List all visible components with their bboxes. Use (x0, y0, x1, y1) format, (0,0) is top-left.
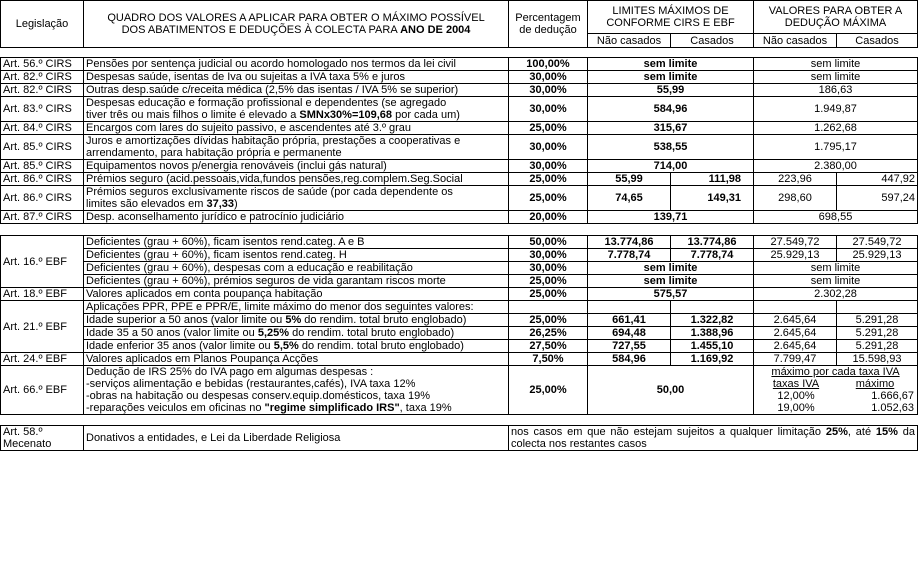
description-cell (84, 186, 509, 211)
value-casados-cell: 27.549,72 (837, 236, 918, 249)
table-row (1, 275, 918, 288)
table-row (1, 211, 918, 224)
spacer-row (1, 415, 918, 426)
legislation-cell: Art. 24.º EBF (1, 353, 84, 366)
limit-nao-casados-cell: 661,41 (588, 314, 671, 327)
limit-nao-casados-cell: 694,48 (588, 327, 671, 340)
legislation-line2: Mecenato (3, 438, 52, 450)
description-cell (84, 340, 509, 353)
spacer (1, 415, 918, 426)
table-row (1, 288, 918, 301)
value-casados-cell: 15.598,93 (837, 353, 918, 366)
description-bold: "regime simplificado IRS" (264, 402, 400, 414)
limit-cell: 315,67 (588, 122, 754, 135)
percentage-cell: 25,00% (509, 173, 588, 186)
header-valores (754, 1, 918, 34)
empty-cell (671, 301, 754, 314)
limit-cell: 538,55 (588, 135, 754, 160)
legislation-cell: Art. 86.º CIRS (1, 186, 84, 211)
mecenato-note (509, 426, 918, 451)
value-cell: 698,55 (754, 211, 918, 224)
description-line1: Prémios seguros exclusivamente riscos de saúde (por cada dependente os (86, 186, 453, 198)
description-text: do rendim. total bruto englobado) (301, 314, 467, 326)
description-text: Idade enferior 35 anos (valor limite ou (86, 340, 274, 352)
description-cell: Despesas saúde, isentas de Iva ou sujeitas a IVA taxa 5% e juros (84, 71, 509, 84)
table-row (1, 366, 918, 415)
table-row (1, 340, 918, 353)
iva-maximo-heading: máximo (855, 378, 895, 390)
description-line2: -serviços alimentação e bebidas (restaurantes,cafés), IVA taxa 12% (86, 378, 416, 390)
percentage-cell: 25,00% (509, 275, 588, 288)
limit-casados-cell: 1.169,92 (671, 353, 754, 366)
header-valores-line1: VALORES PARA OBTER A (768, 5, 903, 17)
value-casados-cell: 25.929,13 (837, 249, 918, 262)
legislation-cell: Art. 85.º CIRS (1, 135, 84, 160)
value-nao-casados-cell: 25.929,13 (754, 249, 837, 262)
value-cell: sem limite (754, 275, 918, 288)
description-cell: Donativos a entidades, e Lei da Liberdade Religiosa (84, 426, 509, 451)
value-nao-casados-cell: 2.645,64 (754, 314, 837, 327)
header-valores-line2: DEDUÇÃO MÁXIMA (784, 17, 887, 29)
limit-cell: sem limite (588, 262, 754, 275)
table-row (1, 71, 918, 84)
description-cell (84, 314, 509, 327)
table-row (1, 173, 918, 186)
description-cell (84, 327, 509, 340)
iva-maximo: 1.052,63 (871, 402, 915, 414)
table-row (1, 122, 918, 135)
spacer (1, 48, 918, 58)
legislation-cell: Art. 85.º CIRS (1, 160, 84, 173)
limit-nao-casados-cell: 55,99 (588, 173, 671, 186)
legislation-cell: Art. 16.º EBF (1, 236, 84, 288)
percentage-cell: 25,00% (509, 186, 588, 211)
limit-casados-cell: 149,31 (671, 186, 754, 211)
description-line2 (86, 109, 506, 121)
table-row (1, 160, 918, 173)
percentage-cell: 27,50% (509, 340, 588, 353)
iva-taxa: 19,00% (777, 402, 815, 414)
percentage-cell: 30,00% (509, 71, 588, 84)
legislation-cell: Art. 82.º CIRS (1, 84, 84, 97)
value-casados-cell: 5.291,28 (837, 327, 918, 340)
table-row (1, 186, 918, 211)
legislation-cell: Art. 84.º CIRS (1, 122, 84, 135)
iva-columns-header (754, 378, 917, 390)
value-casados-cell: 5.291,28 (837, 314, 918, 327)
description-text: tiver três ou mais filhos o limite é elevado a (86, 109, 300, 121)
description-cell: Deficientes (grau + 60%), ficam isentos rend.categ. H (84, 249, 509, 262)
header-lim-casados: Casados (671, 34, 754, 48)
value-cell: sem limite (754, 71, 918, 84)
limit-casados-cell: 1.388,96 (671, 327, 754, 340)
header-limites-line2: CONFORME CIRS E EBF (606, 17, 735, 29)
description-text: -reparações veiculos em oficinas no (86, 402, 265, 414)
value-cell: 1.262,68 (754, 122, 918, 135)
description-bold: 5% (285, 314, 302, 326)
percentage-cell: 30,00% (509, 97, 588, 122)
description-cell: Aplicações PPR, PPE e PPR/E, limite máximo do menor dos seguintes valores: (84, 301, 509, 314)
table-row (1, 236, 918, 249)
description-cell: Valores aplicados em conta poupança habitação (84, 288, 509, 301)
description-text: ) (233, 198, 238, 210)
limit-casados-cell: 7.778,74 (671, 249, 754, 262)
description-bold: 37,33 (206, 198, 234, 210)
description-text: por cada um) (392, 109, 460, 121)
table-row (1, 97, 918, 122)
iva-row (754, 402, 917, 414)
percentage-cell: 25,00% (509, 366, 588, 415)
limit-cell: 575,57 (588, 288, 754, 301)
description-bold: SMNx30%=109,68 (299, 109, 393, 121)
description-cell (84, 97, 509, 122)
percentage-cell: 30,00% (509, 262, 588, 275)
description-cell: Deficientes (grau + 60%), ficam isentos rend.categ. A e B (84, 236, 509, 249)
limit-casados-cell: 1.455,10 (671, 340, 754, 353)
description-cell (84, 135, 509, 160)
header-title (84, 1, 509, 48)
empty-cell (588, 301, 671, 314)
note-text: nos casos em que não estejam sujeitos a qualquer limitação (511, 426, 826, 438)
legislation-cell: Art. 83.º CIRS (1, 97, 84, 122)
note-bold: 15% (875, 426, 898, 438)
limit-nao-casados-cell: 584,96 (588, 353, 671, 366)
table-row (1, 353, 918, 366)
header-legislacao: Legislação (1, 1, 84, 48)
description-line1: Dedução de IRS 25% do IVA pago em algumas despesas : (86, 366, 374, 378)
limit-nao-casados-cell: 7.778,74 (588, 249, 671, 262)
value-cell: 186,63 (754, 84, 918, 97)
header-title-year: ANO DE 2004 (400, 24, 471, 36)
legislation-cell: Art. 86.º CIRS (1, 173, 84, 186)
limit-cell: sem limite (588, 275, 754, 288)
limit-cell: 139,71 (588, 211, 754, 224)
limit-cell: 584,96 (588, 97, 754, 122)
table-row (1, 426, 918, 451)
legislation-cell: Art. 18.º EBF (1, 288, 84, 301)
header-lim-nao-casados: Não casados (588, 34, 671, 48)
limit-casados-cell: 13.774,86 (671, 236, 754, 249)
empty-cell (837, 301, 918, 314)
percentage-cell: 50,00% (509, 236, 588, 249)
empty-cell (754, 301, 837, 314)
value-nao-casados-cell: 7.799,47 (754, 353, 837, 366)
value-casados-cell: 447,92 (837, 173, 918, 186)
note-text: , até (847, 426, 872, 438)
description-line2: arrendamento, para habitação própria e permanente (86, 147, 342, 159)
legislation-cell: Art. 82.º CIRS (1, 71, 84, 84)
description-cell: Valores aplicados em Planos Poupança Acções (84, 353, 509, 366)
header-val-nao-casados: Não casados (754, 34, 837, 48)
value-cell: 2.302,28 (754, 288, 918, 301)
legislation-cell (1, 426, 84, 451)
limit-cell: sem limite (588, 58, 754, 71)
iva-maximo: 1.666,67 (871, 390, 915, 402)
limit-cell: 50,00 (588, 366, 754, 415)
value-casados-cell: 5.291,28 (837, 340, 918, 353)
percentage-cell: 30,00% (509, 84, 588, 97)
header-percentagem (509, 1, 588, 48)
description-text: do rendim. total bruto englobado) (298, 340, 464, 352)
percentage-cell: 30,00% (509, 135, 588, 160)
description-cell (84, 366, 509, 415)
value-nao-casados-cell: 223,96 (754, 173, 837, 186)
header-row (1, 1, 918, 34)
header-title-line2-text: DOS ABATIMENTOS E DEDUÇÕES À COLECTA PARA (121, 24, 401, 36)
description-line1: Juros e amortizações dívidas habitação própria, prestações a cooperativas e (86, 135, 461, 147)
description-bold: 5,5% (273, 340, 299, 352)
table-row (1, 84, 918, 97)
limit-casados-cell: 1.322,82 (671, 314, 754, 327)
header-percentagem-line2: de dedução (519, 24, 577, 36)
description-cell: Deficientes (grau + 60%), despesas com a educação e reabilitação (84, 262, 509, 275)
value-cell: sem limite (754, 262, 918, 275)
description-cell: Encargos com lares do sujeito passivo, e ascendentes até 3.º grau (84, 122, 509, 135)
percentage-cell: 26,25% (509, 327, 588, 340)
header-limites (588, 1, 754, 34)
iva-taxa: 12,00% (777, 390, 815, 402)
limit-casados-cell: 111,98 (671, 173, 754, 186)
header-title-line2 (86, 24, 506, 36)
description-line4 (86, 402, 506, 414)
value-nao-casados-cell: 27.549,72 (754, 236, 837, 249)
iva-max-heading: máximo por cada taxa IVA (771, 366, 900, 378)
table-row (1, 135, 918, 160)
empty-cell (509, 301, 588, 314)
value-nao-casados-cell: 298,60 (754, 186, 837, 211)
value-cell: 1.949,87 (754, 97, 918, 122)
note-text: da colecta nos restantes casos (511, 426, 916, 450)
table-row (1, 249, 918, 262)
legislation-cell: Art. 87.º CIRS (1, 211, 84, 224)
iva-row (754, 390, 917, 402)
table-row (1, 327, 918, 340)
description-bold: 5,25% (257, 327, 290, 339)
note-bold: 25% (825, 426, 848, 438)
limit-cell: 714,00 (588, 160, 754, 173)
description-cell: Pensões por sentença judicial ou acordo homologado nos termos da lei civil (84, 58, 509, 71)
table-row (1, 314, 918, 327)
percentage-cell: 30,00% (509, 249, 588, 262)
percentage-cell: 25,00% (509, 314, 588, 327)
legislation-cell: Art. 56.º CIRS (1, 58, 84, 71)
description-cell: Equipamentos novos p/energia renováveis (inclui gás natural) (84, 160, 509, 173)
limit-nao-casados-cell: 74,65 (588, 186, 671, 211)
table-row (1, 262, 918, 275)
description-text: do rendim. total bruto englobado) (289, 327, 455, 339)
percentage-cell: 100,00% (509, 58, 588, 71)
description-cell: Deficientes (grau + 60%), prémios seguros de vida garantam riscos morte (84, 275, 509, 288)
spacer-row (1, 224, 918, 236)
percentage-cell: 30,00% (509, 160, 588, 173)
value-cell (754, 366, 918, 415)
spacer (1, 224, 918, 236)
percentage-cell: 20,00% (509, 211, 588, 224)
description-line3: -obras na habitação ou despesas conserv.equip.domésticos, taxa 19% (86, 390, 431, 402)
description-cell: Outras desp.saúde c/receita médica (2,5% das isentas / IVA 5% se superior) (84, 84, 509, 97)
legislation-cell: Art. 21.º EBF (1, 301, 84, 353)
header-percentagem-line1: Percentagem (515, 12, 581, 24)
table-row (1, 58, 918, 71)
description-text: limites são elevados em (86, 198, 207, 210)
description-text: , taxa 19% (399, 402, 452, 414)
description-line2 (86, 198, 506, 210)
description-text: Idade 35 a 50 anos (valor limite ou (86, 327, 258, 339)
value-cell: 1.795,17 (754, 135, 918, 160)
description-cell: Desp. aconselhamento jurídico e patrocínio judiciário (84, 211, 509, 224)
description-line1: Despesas educação e formação profissional e dependentes (se agregado (86, 97, 447, 109)
value-nao-casados-cell: 2.645,64 (754, 340, 837, 353)
value-nao-casados-cell: 2.645,64 (754, 327, 837, 340)
percentage-cell: 7,50% (509, 353, 588, 366)
legislation-line1: Art. 58.º (3, 426, 43, 438)
value-cell: 2.380,00 (754, 160, 918, 173)
header-val-casados: Casados (837, 34, 918, 48)
spacer-row (1, 48, 918, 58)
limit-nao-casados-cell: 13.774,86 (588, 236, 671, 249)
header-title-line1: QUADRO DOS VALORES A APLICAR PARA OBTER O MÁXIMO POSSÍVEL (107, 12, 485, 24)
percentage-cell: 25,00% (509, 288, 588, 301)
legislation-cell: Art. 66.º EBF (1, 366, 84, 415)
value-casados-cell: 597,24 (837, 186, 918, 211)
description-cell: Prémios seguro (acid.pessoais,vida,fundos pensões,reg.complem.Seg.Social (84, 173, 509, 186)
description-text: Idade superior a 50 anos (valor limite ou (86, 314, 286, 326)
limit-cell: sem limite (588, 71, 754, 84)
limit-cell: 55,99 (588, 84, 754, 97)
header-limites-line1: LIMITES MÁXIMOS DE (612, 5, 729, 17)
limit-nao-casados-cell: 727,55 (588, 340, 671, 353)
value-cell: sem limite (754, 58, 918, 71)
table-row (1, 301, 918, 314)
iva-taxas-heading: taxas IVA (772, 378, 820, 390)
percentage-cell: 25,00% (509, 122, 588, 135)
